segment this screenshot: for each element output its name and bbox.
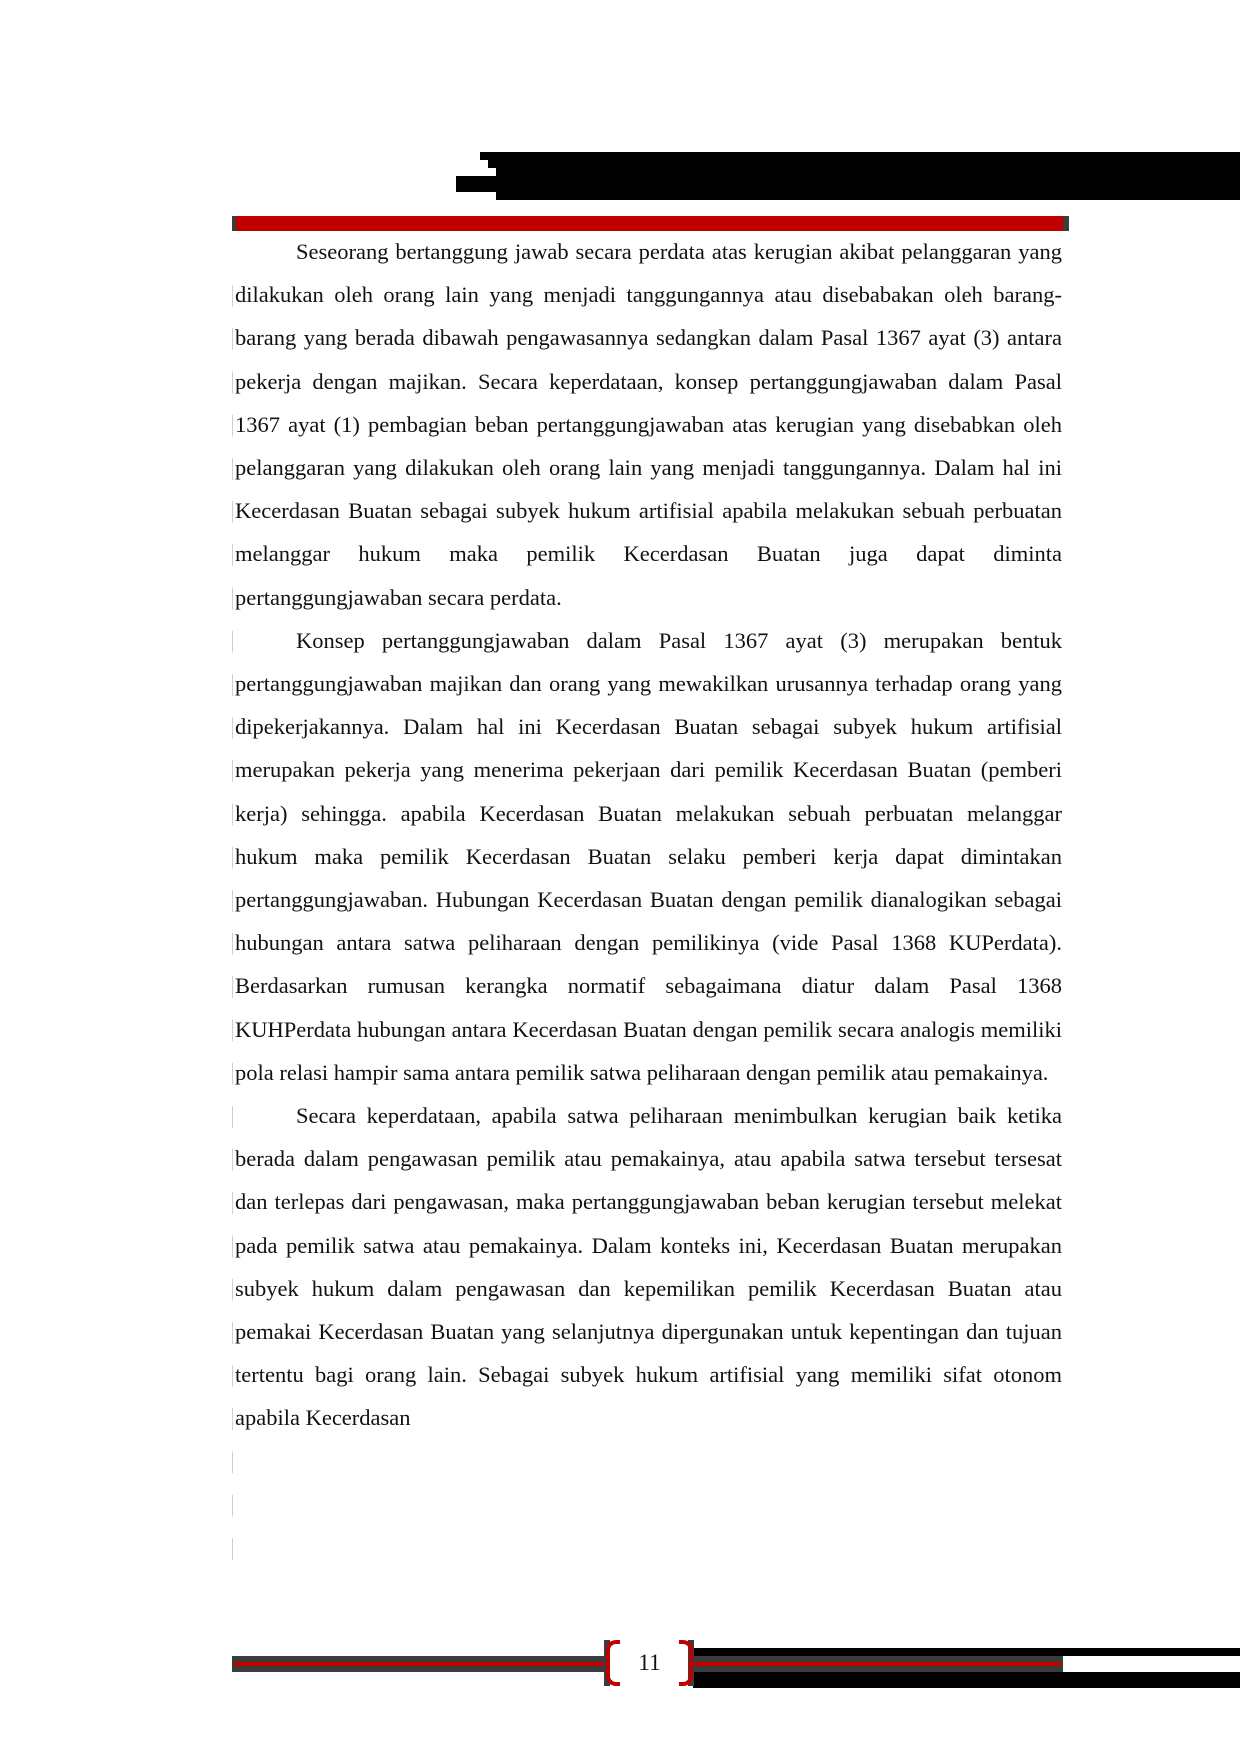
header-black-bar [496, 152, 1240, 200]
paragraph-3: Secara keperdataan, apabila satwa peliharaan menimbulkan kerugian baik ketika berada dalam pengawasan pemilik atau pemakainya, atau apabila satwa tersebut tersesat dan terlepas dari pengawasan, maka pertanggungjawaban beban kerugian tersebut melekat pada pemilik satwa atau pemakainya. Dalam konteks ini, Kecerdasan Buatan merupakan subyek hukum dalam pengawasan dan kepemilikan pemilik Kecerdasan Buatan atau pemakai Kecerdasan Buatan yang selanjutnya dipergunakan untuk kepentingan dan tujuan tertentu bagi orang lain. Sebagai subyek hukum artifisial yang memiliki sifat otonom apabila Kecerdasan [235, 1103, 1062, 1431]
left-bracket-icon [606, 1640, 620, 1686]
footer-left-red-line [234, 1662, 606, 1666]
footer-right-red-line [693, 1662, 1061, 1666]
document-body [235, 230, 1062, 1440]
paragraph-1: Seseorang bertanggung jawab secara perdata atas kerugian akibat pelanggaran yang dilakukan oleh orang lain yang menjadi tanggungannya atau disebabakan oleh barang-barang yang berada dibawah pengawasannya sedangkan dalam Pasal 1367 ayat (3) antara pekerja dengan majikan. Secara keperdataan, konsep pertanggungjawaban dalam Pasal 1367 ayat (1) pembagian beban pertanggungjawaban atas kerugian yang disebabkan oleh pelanggaran yang dilakukan oleh orang lain yang menjadi tanggungannya. Dalam hal ini Kecerdasan Buatan sebagai subyek hukum artifisial apabila melakukan sebuah perbuatan melanggar hukum maka pemilik Kecerdasan Buatan juga dapat diminta pertanggungjawaban secara perdata. [235, 239, 1062, 610]
header-rule-cap-right [1063, 216, 1069, 231]
header-rule-cap-left [232, 216, 236, 231]
right-bracket-icon [679, 1640, 693, 1686]
margin-line-marks [232, 285, 233, 1575]
header-black-bar-notch [456, 176, 500, 192]
footer-right-white-gap [1063, 1656, 1240, 1672]
page-number: 11 [638, 1650, 661, 1675]
header-red-rule [232, 216, 1068, 231]
paragraph-2: Konsep pertanggungjawaban dalam Pasal 1367 ayat (3) merupakan bentuk pertanggungjawaban majikan dan orang yang mewakilkan urusannya terhadap orang yang dipekerjakannya. Dalam hal ini Kecerdasan Buatan sebagai subyek hukum artifisial merupakan pekerja yang menerima pekerjaan dari pemilik Kecerdasan Buatan (pemberi kerja) sehingga. apabila Kecerdasan Buatan melakukan sebuah perbuatan melanggar hukum maka pemilik Kecerdasan Buatan selaku pemberi kerja dapat dimintakan pertanggungjawaban. Hubungan Kecerdasan Buatan dengan pemilik dianalogikan sebagai hubungan antara satwa peliharaan dengan pemilikinya (vide Pasal 1368 KUPerdata). Berdasarkan rumusan kerangka normatif sebagaimana diatur dalam Pasal 1368 KUHPerdata hubungan antara Kecerdasan Buatan dengan pemilik secara analogis memiliki pola relasi hampir sama antara pemilik satwa peliharaan dengan pemilik atau pemakainya. [235, 627, 1062, 1085]
